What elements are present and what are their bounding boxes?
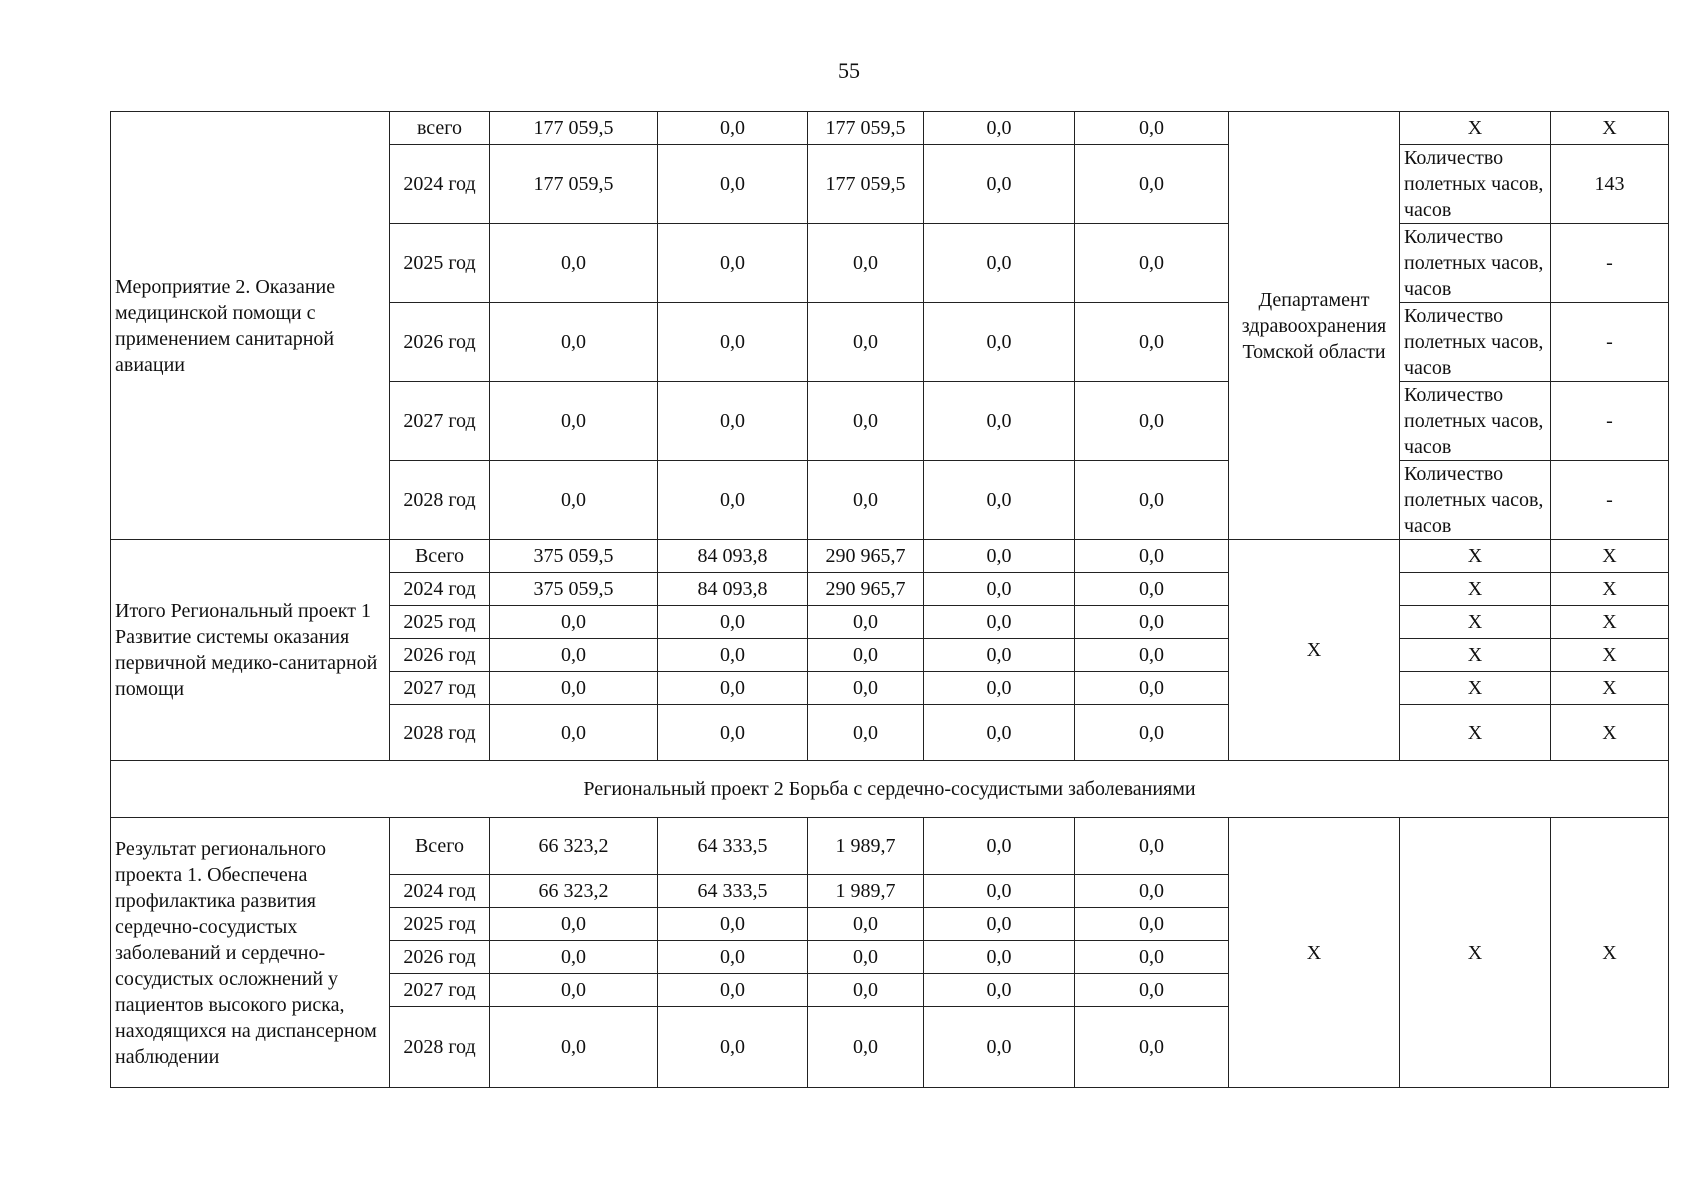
- municipal-cell: 0,0: [924, 818, 1075, 875]
- municipal-cell: 0,0: [924, 540, 1075, 573]
- indicator-cell: Х: [1400, 672, 1551, 705]
- total-cell: 0,0: [490, 639, 658, 672]
- municipal-cell: 0,0: [924, 974, 1075, 1007]
- total-cell: 0,0: [490, 672, 658, 705]
- year-cell: 2028 год: [390, 705, 490, 761]
- year-cell: Всего: [390, 818, 490, 875]
- municipal-cell: 0,0: [924, 705, 1075, 761]
- federal-cell: 0,0: [658, 908, 808, 941]
- regional-cell: 290 965,7: [808, 540, 924, 573]
- municipal-cell: 0,0: [924, 382, 1075, 461]
- indicator-value-cell: Х: [1551, 573, 1669, 606]
- regional-cell: 0,0: [808, 461, 924, 540]
- regional-cell: 290 965,7: [808, 573, 924, 606]
- municipal-cell: 0,0: [924, 461, 1075, 540]
- federal-cell: 0,0: [658, 303, 808, 382]
- municipal-cell: 0,0: [924, 1007, 1075, 1088]
- block2-body: [111, 540, 1669, 761]
- municipal-cell: 0,0: [924, 145, 1075, 224]
- total-label: Итого Региональный проект 1 Развитие системы оказания первичной медико-санитарной помощи: [111, 540, 390, 761]
- regional-cell: 0,0: [808, 941, 924, 974]
- other-cell: 0,0: [1075, 672, 1229, 705]
- total-cell: 0,0: [490, 1007, 658, 1088]
- indicator-cell: Количество полетных часов, часов: [1400, 461, 1551, 540]
- federal-cell: 0,0: [658, 941, 808, 974]
- year-cell: 2024 год: [390, 145, 490, 224]
- regional-cell: 177 059,5: [808, 112, 924, 145]
- other-cell: 0,0: [1075, 224, 1229, 303]
- municipal-cell: 0,0: [924, 224, 1075, 303]
- regional-cell: 0,0: [808, 908, 924, 941]
- other-cell: 0,0: [1075, 875, 1229, 908]
- total-cell: 0,0: [490, 974, 658, 1007]
- indicator-cell: Х: [1400, 112, 1551, 145]
- federal-cell: 64 333,5: [658, 818, 808, 875]
- indicator-cell: Х: [1400, 573, 1551, 606]
- other-cell: 0,0: [1075, 145, 1229, 224]
- indicator-cell: Количество полетных часов, часов: [1400, 303, 1551, 382]
- federal-cell: 0,0: [658, 705, 808, 761]
- total-cell: 177 059,5: [490, 112, 658, 145]
- other-cell: 0,0: [1075, 573, 1229, 606]
- table-row: [111, 818, 1669, 875]
- year-cell: 2025 год: [390, 908, 490, 941]
- total-cell: 375 059,5: [490, 573, 658, 606]
- federal-cell: 0,0: [658, 639, 808, 672]
- indicator-value-cell: -: [1551, 461, 1669, 540]
- other-cell: 0,0: [1075, 908, 1229, 941]
- regional-cell: 0,0: [808, 672, 924, 705]
- other-cell: 0,0: [1075, 1007, 1229, 1088]
- total-cell: 0,0: [490, 908, 658, 941]
- year-cell: 2027 год: [390, 672, 490, 705]
- other-cell: 0,0: [1075, 540, 1229, 573]
- year-cell: 2026 год: [390, 941, 490, 974]
- indicator-value-cell: 143: [1551, 145, 1669, 224]
- federal-cell: 64 333,5: [658, 875, 808, 908]
- federal-cell: 84 093,8: [658, 540, 808, 573]
- table-row: [111, 112, 1669, 145]
- result-label: Результат регионального проекта 1. Обеспечена профилактика развития сердечно-сосудистых заболеваний и сердечно-сосудистых осложнений у пациентов высокого риска, находящихся на диспансерном наблюдении: [111, 818, 390, 1088]
- other-cell: 0,0: [1075, 639, 1229, 672]
- other-cell: 0,0: [1075, 941, 1229, 974]
- indicator-value-cell: Х: [1551, 639, 1669, 672]
- section-row: [111, 761, 1669, 818]
- total-cell: 0,0: [490, 461, 658, 540]
- indicator-value-cell: Х: [1551, 540, 1669, 573]
- section-heading-body: [111, 761, 1669, 818]
- other-cell: 0,0: [1075, 112, 1229, 145]
- indicator-value-cell: Х: [1551, 818, 1669, 1088]
- other-cell: 0,0: [1075, 705, 1229, 761]
- other-cell: 0,0: [1075, 818, 1229, 875]
- executor-cell: Х: [1229, 818, 1400, 1088]
- year-cell: 2027 год: [390, 382, 490, 461]
- municipal-cell: 0,0: [924, 908, 1075, 941]
- event-label: Мероприятие 2. Оказание медицинской помощи с применением санитарной авиации: [111, 112, 390, 540]
- total-cell: 177 059,5: [490, 145, 658, 224]
- block1-body: [111, 112, 1669, 540]
- executor-cell: Департамент здравоохранения Томской области: [1229, 112, 1400, 540]
- municipal-cell: 0,0: [924, 639, 1075, 672]
- year-cell: 2028 год: [390, 1007, 490, 1088]
- total-cell: 375 059,5: [490, 540, 658, 573]
- total-cell: 0,0: [490, 224, 658, 303]
- total-cell: 0,0: [490, 606, 658, 639]
- year-cell: 2025 год: [390, 606, 490, 639]
- total-cell: 0,0: [490, 303, 658, 382]
- federal-cell: 0,0: [658, 145, 808, 224]
- budget-table: [110, 111, 1669, 1088]
- regional-cell: 1 989,7: [808, 875, 924, 908]
- total-cell: 0,0: [490, 705, 658, 761]
- total-cell: 66 323,2: [490, 875, 658, 908]
- year-cell: 2027 год: [390, 974, 490, 1007]
- regional-cell: 0,0: [808, 382, 924, 461]
- federal-cell: 0,0: [658, 224, 808, 303]
- other-cell: 0,0: [1075, 303, 1229, 382]
- indicator-value-cell: Х: [1551, 112, 1669, 145]
- year-cell: Всего: [390, 540, 490, 573]
- page-number: 55: [838, 58, 860, 83]
- indicator-cell: Количество полетных часов, часов: [1400, 224, 1551, 303]
- indicator-cell: Х: [1400, 818, 1551, 1088]
- municipal-cell: 0,0: [924, 941, 1075, 974]
- indicator-cell: Х: [1400, 639, 1551, 672]
- regional-cell: 0,0: [808, 224, 924, 303]
- municipal-cell: 0,0: [924, 672, 1075, 705]
- table-row: [111, 540, 1669, 573]
- total-cell: 66 323,2: [490, 818, 658, 875]
- regional-cell: 0,0: [808, 974, 924, 1007]
- federal-cell: 0,0: [658, 1007, 808, 1088]
- regional-cell: 177 059,5: [808, 145, 924, 224]
- federal-cell: 84 093,8: [658, 573, 808, 606]
- regional-cell: 0,0: [808, 639, 924, 672]
- year-cell: 2025 год: [390, 224, 490, 303]
- regional-cell: 0,0: [808, 303, 924, 382]
- indicator-cell: Х: [1400, 606, 1551, 639]
- indicator-cell: Количество полетных часов, часов: [1400, 382, 1551, 461]
- other-cell: 0,0: [1075, 606, 1229, 639]
- indicator-value-cell: -: [1551, 224, 1669, 303]
- federal-cell: 0,0: [658, 112, 808, 145]
- indicator-value-cell: -: [1551, 303, 1669, 382]
- regional-cell: 0,0: [808, 1007, 924, 1088]
- municipal-cell: 0,0: [924, 573, 1075, 606]
- regional-cell: 1 989,7: [808, 818, 924, 875]
- municipal-cell: 0,0: [924, 112, 1075, 145]
- indicator-value-cell: Х: [1551, 672, 1669, 705]
- municipal-cell: 0,0: [924, 606, 1075, 639]
- regional-cell: 0,0: [808, 705, 924, 761]
- year-cell: 2026 год: [390, 639, 490, 672]
- year-cell: 2026 год: [390, 303, 490, 382]
- federal-cell: 0,0: [658, 606, 808, 639]
- total-cell: 0,0: [490, 941, 658, 974]
- regional-cell: 0,0: [808, 606, 924, 639]
- municipal-cell: 0,0: [924, 303, 1075, 382]
- year-cell: 2024 год: [390, 875, 490, 908]
- block3-body: [111, 818, 1669, 1088]
- year-cell: всего: [390, 112, 490, 145]
- federal-cell: 0,0: [658, 461, 808, 540]
- municipal-cell: 0,0: [924, 875, 1075, 908]
- indicator-cell: Количество полетных часов, часов: [1400, 145, 1551, 224]
- section-heading: Региональный проект 2 Борьба с сердечно-сосудистыми заболеваниями: [111, 761, 1669, 818]
- indicator-value-cell: Х: [1551, 705, 1669, 761]
- year-cell: 2028 год: [390, 461, 490, 540]
- indicator-cell: Х: [1400, 705, 1551, 761]
- indicator-value-cell: -: [1551, 382, 1669, 461]
- other-cell: 0,0: [1075, 974, 1229, 1007]
- year-cell: 2024 год: [390, 573, 490, 606]
- federal-cell: 0,0: [658, 672, 808, 705]
- federal-cell: 0,0: [658, 382, 808, 461]
- total-cell: 0,0: [490, 382, 658, 461]
- executor-cell: Х: [1229, 540, 1400, 761]
- indicator-cell: Х: [1400, 540, 1551, 573]
- other-cell: 0,0: [1075, 382, 1229, 461]
- indicator-value-cell: Х: [1551, 606, 1669, 639]
- other-cell: 0,0: [1075, 461, 1229, 540]
- federal-cell: 0,0: [658, 974, 808, 1007]
